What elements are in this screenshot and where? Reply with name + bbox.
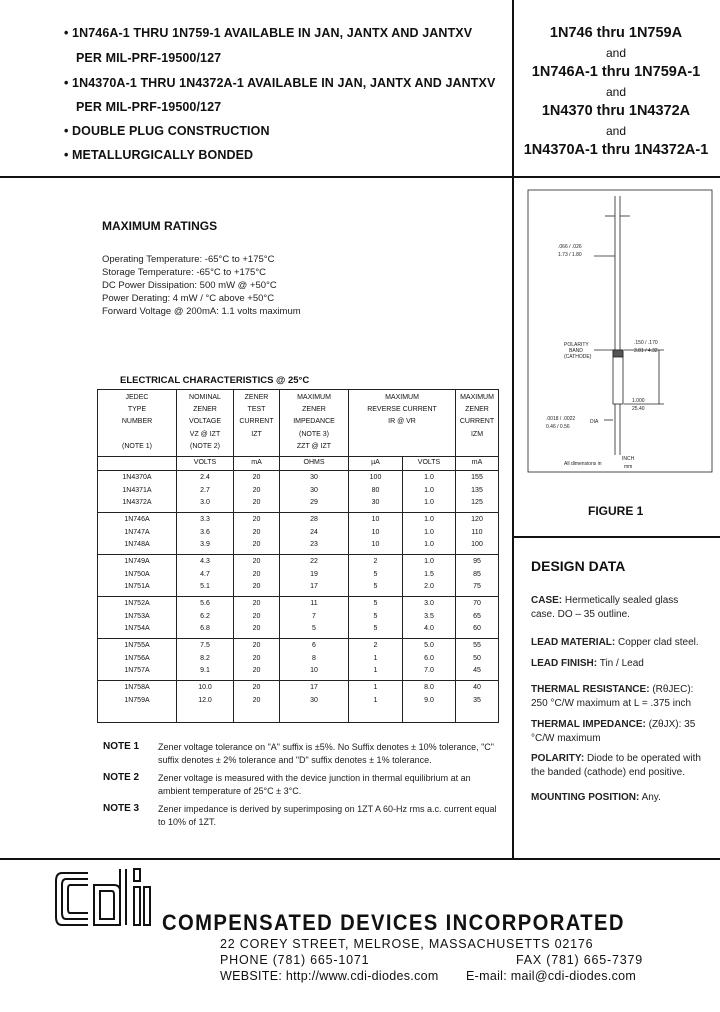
value-cell: 35 (473, 696, 481, 704)
value-cell: 2 (373, 558, 378, 565)
value-cell: 6.8 (200, 625, 210, 632)
table-header-cell (349, 390, 456, 457)
value-cell: 75 (473, 583, 481, 590)
value-cell: 20 (252, 642, 261, 649)
design-thermal-impedance-label: THERMAL IMPEDANCE: (531, 719, 646, 730)
value-cell: 1.0 (424, 558, 434, 565)
value-cell: 1.0 (424, 474, 434, 481)
part-number-cell: 1N749A (124, 558, 150, 565)
table-header-cell (280, 390, 349, 457)
part-number-cell: 1N746A (124, 516, 150, 523)
value-cell: 24 (310, 528, 318, 536)
table-cell-group (349, 639, 403, 681)
figure-label: FIGURE 1 (588, 504, 644, 518)
dim-lead-length: .066 / .026 (558, 244, 582, 250)
value-cell: 4.3 (200, 558, 210, 565)
header-line: VZ @ IZT (189, 430, 221, 438)
part-number-3: 1N4370 thru 1N4372A (541, 103, 691, 119)
value-cell: 1.0 (424, 486, 434, 494)
header-line: ZENER (465, 406, 489, 414)
value-cell: 5 (373, 570, 378, 578)
note-1-text: Zener voltage tolerance on "A" suffix is ±5%. No Suffix denotes ± 10% tolerance, "C" suffix denotes ± 2% tolerance and "D" suffix denotes ± 1% tolerance. (158, 742, 495, 765)
band-label: BAND (569, 348, 583, 354)
header-line: MAXIMUM (385, 394, 419, 401)
header-line: TEST (247, 406, 266, 414)
note-2-label: NOTE 2 (103, 772, 140, 783)
value-cell: 5 (373, 600, 378, 607)
value-cell: 3.9 (200, 541, 210, 548)
rating-dc-power: DC Power Dissipation: 500 mW @ +50°C (102, 280, 277, 291)
value-cell: 6.0 (424, 654, 434, 662)
table-header-cell (234, 390, 280, 457)
design-lead-finish-text: Tin / Lead (599, 658, 644, 669)
value-cell: 30 (310, 474, 318, 481)
value-cell: 9.1 (200, 667, 210, 674)
top-divider (0, 176, 720, 178)
part-number-1: 1N746 thru 1N759A (549, 25, 683, 41)
table-cell-group (456, 471, 499, 513)
value-cell: 40 (473, 684, 481, 691)
value-cell: 23 (310, 541, 318, 548)
table-cell-group (456, 555, 499, 597)
value-cell: 55 (473, 642, 481, 649)
units-cell (98, 457, 177, 471)
company-phone: PHONE (781) 665-1071 (220, 953, 370, 967)
table-cell-group (280, 471, 349, 513)
value-cell: 10 (371, 516, 380, 523)
value-cell: 10 (310, 667, 318, 674)
header-line (234, 441, 279, 453)
design-lead-material-text: Copper clad steel. (618, 637, 699, 648)
value-cell: 30 (310, 486, 318, 494)
header-line: ZENER (244, 394, 269, 401)
value-cell: 10.0 (198, 684, 212, 691)
header-line: (NOTE 2) (190, 442, 220, 450)
value-cell: 7 (312, 612, 316, 620)
units-cell: VOLTS (177, 457, 234, 471)
dim-lead-dia-mm: 0.46 / 0.56 (546, 424, 570, 430)
value-cell: 155 (471, 474, 483, 481)
value-cell: 3.0 (424, 600, 434, 607)
design-mounting (531, 791, 701, 805)
units-cell: µA (349, 457, 403, 471)
part-number-cell: 1N755A (124, 642, 150, 649)
table-cell-group (403, 681, 456, 723)
company-email[interactable]: E-mail: mail@cdi-diodes.com (466, 969, 637, 983)
note-2-text: Zener voltage is measured with the device junction in thermal equilibrium at an ambient temperature of 25°C ± 3°C. (158, 773, 471, 796)
value-cell: 125 (471, 499, 483, 506)
dim-body-length: .150 / .170 (634, 340, 658, 346)
table-cell-group (456, 513, 499, 555)
design-lead-finish (531, 657, 701, 671)
rating-storage-temp: Storage Temperature: -65°C to +175°C (102, 267, 267, 278)
table-cell-group (280, 513, 349, 555)
table-cell-group (403, 513, 456, 555)
table-cell-group (98, 555, 177, 597)
header-line: (NOTE 3) (299, 430, 329, 438)
header-line: TYPE (127, 406, 147, 414)
header-line: (NOTE 1) (122, 442, 152, 450)
company-address: 22 COREY STREET, MELROSE, MASSACHUSETTS 02176 (220, 937, 594, 951)
table-cell-group (234, 513, 280, 555)
design-thermal-impedance-text: (ZθJX): 35 °C/W maximum (531, 719, 696, 744)
header-line: NUMBER (121, 418, 153, 426)
value-cell: 17 (310, 684, 318, 691)
cathode-label: (CATHODE) (564, 354, 592, 360)
table-cell-group (456, 681, 499, 723)
value-cell: 7.0 (424, 667, 434, 674)
diode-outline-diagram (514, 180, 720, 480)
design-polarity-label: POLARITY: (531, 753, 585, 764)
value-cell: 45 (473, 667, 481, 674)
table-cell-group (177, 471, 234, 513)
value-cell: 20 (252, 516, 261, 523)
value-cell: 70 (473, 600, 481, 607)
value-cell: 5.1 (200, 583, 210, 590)
value-cell: 80 (371, 486, 380, 494)
feature-2: • 1N4370A-1 THRU 1N4372A-1 AVAILABLE IN JAN, JANTX AND JANTXV (64, 76, 496, 90)
design-case (531, 594, 701, 622)
part-number-cell: 1N752A (124, 600, 150, 607)
part-number-cell: 1N754A (124, 625, 150, 632)
part-number-cell: 1N4372A (122, 499, 152, 506)
value-cell: 20 (252, 625, 261, 632)
design-mounting-text: Any. (641, 792, 661, 803)
value-cell: 20 (252, 654, 261, 662)
rating-forward-voltage: Forward Voltage @ 200mA: 1.1 volts maximum (102, 306, 301, 317)
table-cell-group (280, 639, 349, 681)
header-line (349, 441, 455, 453)
table-cell-group (234, 597, 280, 639)
value-cell: 20 (252, 486, 261, 494)
value-cell: 8.2 (200, 654, 210, 662)
header-line: ZZT @ IZT (296, 442, 332, 450)
value-cell: 28 (310, 516, 318, 523)
value-cell: 10 (371, 528, 380, 536)
value-cell: 8.0 (424, 684, 434, 691)
value-cell: 3.3 (200, 516, 210, 523)
value-cell: 4.0 (424, 625, 434, 632)
value-cell: 1.5 (424, 570, 434, 578)
design-data-title: DESIGN DATA (531, 558, 626, 574)
header-line: IZM (470, 430, 484, 438)
table-cell-group (403, 597, 456, 639)
value-cell: 120 (471, 516, 483, 523)
units-cell: OHMS (280, 457, 349, 471)
part-number-cell: 1N753A (124, 612, 150, 620)
feature-1-spec: PER MIL-PRF-19500/127 (76, 51, 222, 65)
part-number-cell: 1N4370A (122, 474, 152, 481)
table-cell-group (98, 471, 177, 513)
value-cell: 5 (373, 625, 378, 632)
value-cell: 5.6 (200, 600, 210, 607)
value-cell: 20 (252, 684, 261, 691)
value-cell: 60 (473, 625, 481, 632)
table-cell-group (234, 471, 280, 513)
company-website[interactable]: WEBSITE: http://www.cdi-diodes.com (220, 969, 439, 983)
value-cell: 11 (310, 600, 318, 607)
value-cell: 1.0 (424, 528, 434, 536)
value-cell: 8 (312, 654, 316, 662)
design-lead-material (531, 636, 701, 650)
dim-lead-length-mm: 1.73 / 1.80 (558, 252, 582, 258)
header-line: IR @ VR (388, 418, 416, 426)
table-cell-group (234, 681, 280, 723)
design-thermal-resistance-label: THERMAL RESISTANCE: (531, 684, 650, 695)
design-case-text: Hermetically sealed glass case. DO – 35 outline. (531, 595, 679, 620)
header-line: NOMINAL (189, 394, 221, 401)
part-number-cell: 1N748A (124, 541, 150, 548)
value-cell: 20 (252, 499, 261, 506)
part-number-cell: 1N751A (124, 583, 150, 590)
table-cell-group (280, 681, 349, 723)
value-cell: 5 (312, 625, 316, 632)
feature-2-spec: PER MIL-PRF-19500/127 (76, 100, 222, 114)
value-cell: 1 (373, 684, 378, 691)
value-cell: 1 (373, 667, 378, 674)
value-cell: 5.0 (424, 642, 434, 649)
part-number-cell: 1N750A (124, 570, 150, 578)
value-cell: 20 (252, 570, 261, 578)
value-cell: 110 (471, 528, 483, 536)
value-cell: 20 (252, 612, 261, 620)
table-cell-group (98, 639, 177, 681)
header-line: CURRENT (239, 418, 274, 426)
value-cell: 65 (473, 612, 481, 620)
part-number-4: 1N4370A-1 thru 1N4372A-1 (523, 142, 709, 158)
elec-char-title: ELECTRICAL CHARACTERISTICS @ 25°C (120, 375, 310, 386)
value-cell: 100 (471, 541, 483, 548)
value-cell: 7.5 (200, 642, 210, 649)
header-line (98, 429, 176, 441)
part-number-cell: 1N757A (124, 667, 150, 674)
value-cell: 20 (252, 667, 261, 674)
table-cell-group (349, 681, 403, 723)
value-cell: 3.6 (200, 528, 210, 536)
design-case-label: CASE: (531, 595, 563, 606)
header-line (456, 441, 498, 453)
dia-label: DIA (590, 419, 599, 425)
table-cell-group (177, 681, 234, 723)
table-cell-group (349, 471, 403, 513)
value-cell: 85 (473, 570, 481, 578)
table-header-cell (456, 390, 499, 457)
all-dims-label: All dimensions in (564, 461, 602, 467)
value-cell: 3.0 (200, 499, 210, 506)
header-line: REVERSE CURRENT (367, 406, 437, 414)
table-cell-group (349, 513, 403, 555)
figure-divider (512, 536, 720, 538)
and-2: and (605, 85, 627, 99)
value-cell: 1.0 (424, 541, 434, 548)
dim-min-length-mm: 25.40 (632, 406, 645, 412)
value-cell: 5 (373, 612, 378, 620)
header-line: CURRENT (459, 418, 495, 426)
table-cell-group (349, 555, 403, 597)
design-polarity-text: Diode to be operated with the banded (cathode) end positive. (531, 753, 701, 778)
value-cell: 100 (369, 474, 382, 481)
table-cell-group (234, 555, 280, 597)
header-line: JEDEC (125, 394, 149, 401)
note-3-text: Zener impedance is derived by superimposing on 1ZT A 60-Hz rms a.c. current equal to 10% of 1ZT. (158, 804, 497, 827)
part-number-cell: 1N758A (124, 684, 150, 691)
mm-label: mm (624, 464, 633, 470)
value-cell: 2.4 (200, 474, 210, 481)
value-cell: 2.7 (200, 486, 210, 494)
feature-1: • 1N746A-1 THRU 1N759-1 AVAILABLE IN JAN, JANTX AND JANTXV (64, 26, 473, 40)
header-line: MAXIMUM (297, 394, 331, 401)
value-cell: 1 (373, 654, 378, 662)
table-cell-group (177, 597, 234, 639)
part-number-cell: 1N4371A (122, 486, 152, 494)
value-cell: 20 (252, 541, 261, 548)
table-cell-group (456, 597, 499, 639)
table-cell-group (98, 681, 177, 723)
part-number-cell: 1N747A (124, 528, 150, 536)
units-cell: mA (456, 457, 499, 471)
table-cell-group (98, 513, 177, 555)
value-cell: 6 (312, 642, 316, 649)
note-1-label: NOTE 1 (103, 741, 140, 752)
table-cell-group (349, 597, 403, 639)
value-cell: 20 (252, 474, 261, 481)
value-cell: 95 (473, 558, 481, 565)
design-thermal-resistance-text: (RθJEC): 250 °C/W maximum at L = .375 inch (531, 684, 694, 709)
polarity-label: POLARITY (564, 342, 589, 348)
value-cell: 19 (310, 570, 318, 578)
units-cell: VOLTS (403, 457, 456, 471)
table-cell-group (403, 471, 456, 513)
part-number-2: 1N746A-1 thru 1N759A-1 (531, 64, 701, 80)
header-line: IMPEDANCE (293, 418, 335, 426)
header-line: MAXIMUM (460, 394, 494, 401)
design-polarity (531, 752, 701, 780)
table-cell-group (403, 555, 456, 597)
electrical-characteristics-table (97, 389, 499, 723)
value-cell: 30 (371, 499, 380, 506)
header-line: ZENER (193, 406, 217, 414)
table-cell-group (177, 513, 234, 555)
dim-body-length-mm: 3.81 / 4.32 (634, 348, 658, 354)
table-cell-group (280, 555, 349, 597)
table-header-cell (98, 390, 177, 457)
rating-power-derating: Power Derating: 4 mW / °C above +50°C (102, 293, 275, 304)
part-number-cell: 1N756A (124, 654, 150, 662)
inch-label: INCH (622, 456, 635, 462)
value-cell: 20 (252, 528, 261, 536)
footer-divider (0, 858, 720, 860)
value-cell: 22 (310, 558, 318, 565)
design-lead-finish-label: LEAD FINISH: (531, 658, 598, 669)
value-cell: 29 (310, 499, 318, 506)
value-cell: 12.0 (198, 696, 212, 704)
value-cell: 17 (310, 583, 318, 590)
value-cell: 30 (310, 696, 318, 704)
feature-4: • METALLURGICALLY BONDED (64, 148, 254, 162)
table-cell-group (177, 639, 234, 681)
dim-min-length: 1.000 (632, 398, 645, 404)
and-1: and (605, 46, 627, 60)
cdi-logo (54, 865, 158, 933)
value-cell: 20 (252, 600, 261, 607)
table-cell-group (403, 639, 456, 681)
header-line: VOLTAGE (188, 418, 222, 426)
note-3-label: NOTE 3 (103, 803, 140, 814)
company-fax: FAX (781) 665-7379 (516, 953, 643, 967)
value-cell: 1.0 (424, 499, 434, 506)
value-cell: 20 (252, 558, 261, 565)
value-cell: 5 (373, 583, 378, 590)
table-header-cell (177, 390, 234, 457)
value-cell: 20 (252, 583, 261, 590)
design-lead-material-label: LEAD MATERIAL: (531, 637, 616, 648)
table-cell-group (456, 639, 499, 681)
table-cell-group (177, 555, 234, 597)
value-cell: 2 (373, 642, 378, 649)
max-ratings-title: MAXIMUM RATINGS (102, 219, 218, 233)
value-cell: 20 (252, 696, 261, 704)
header-line (349, 429, 455, 441)
value-cell: 135 (471, 486, 483, 494)
table-cell-group (234, 639, 280, 681)
value-cell: 4.7 (200, 570, 210, 578)
table-cell-group (280, 597, 349, 639)
feature-3: • DOUBLE PLUG CONSTRUCTION (64, 124, 270, 138)
value-cell: 1.0 (424, 516, 434, 523)
value-cell: 1 (373, 696, 378, 704)
value-cell: 3.5 (424, 612, 434, 620)
design-thermal-impedance (531, 718, 701, 746)
rating-operating-temp: Operating Temperature: -65°C to +175°C (102, 254, 275, 265)
units-cell: mA (234, 457, 280, 471)
value-cell: 2.0 (424, 583, 434, 590)
part-number-cell: 1N759A (124, 696, 150, 704)
value-cell: 50 (473, 654, 481, 662)
dim-lead-dia: .0018 / .0022 (546, 416, 576, 422)
and-3: and (605, 124, 627, 138)
value-cell: 9.0 (424, 696, 434, 704)
company-name: COMPENSATED DEVICES INCORPORATED (162, 910, 625, 935)
value-cell: 6.2 (200, 612, 210, 620)
design-thermal-resistance (531, 683, 701, 711)
header-line: IZT (251, 430, 262, 438)
design-mounting-label: MOUNTING POSITION: (531, 792, 640, 803)
table-cell-group (98, 597, 177, 639)
value-cell: 10 (371, 541, 380, 548)
header-line: ZENER (302, 406, 326, 414)
